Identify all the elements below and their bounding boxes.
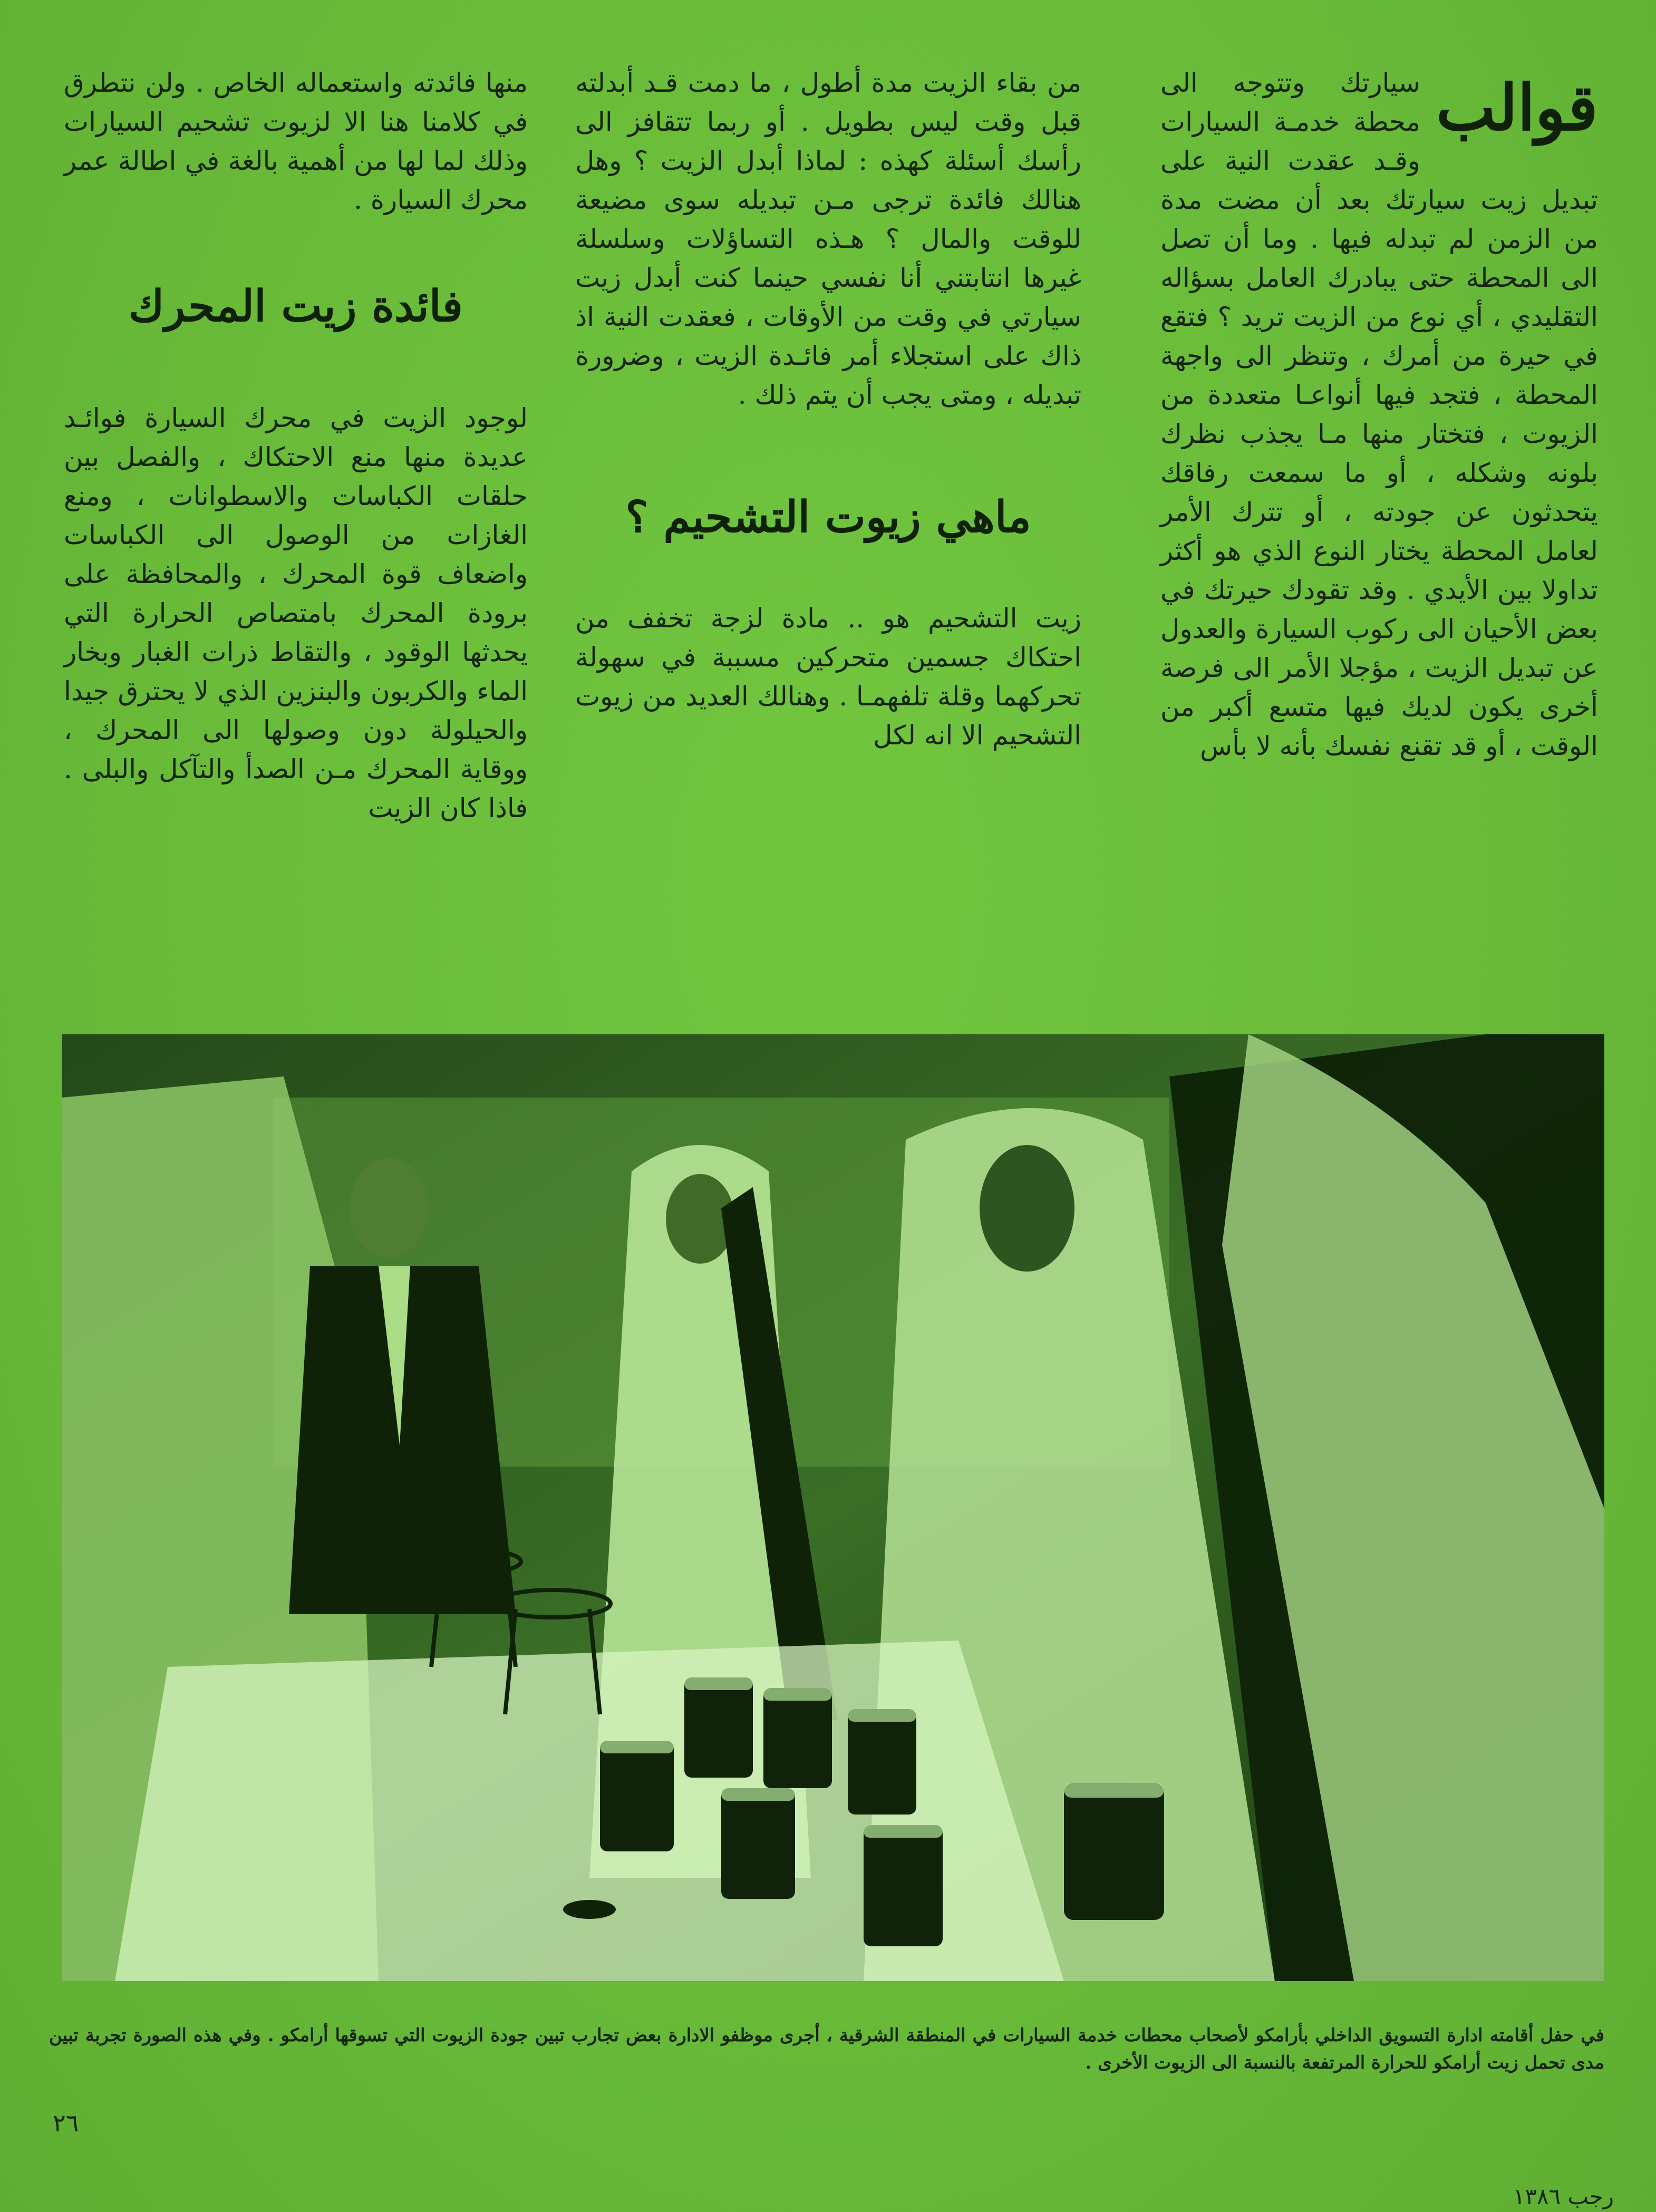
column-middle-text-bottom: زيت التشحيم هو .. مادة لزجة تخفف من احتكاك جسمين متحركين مسببة في سهولة تحركهما وقلة تلفهمـا . وهنالك العديد من زيوت التشحيم الا انه لكل	[575, 603, 1081, 751]
page-number: ٢٦	[53, 2109, 79, 2137]
article-column-left	[64, 63, 528, 828]
issue-date: رجب ١٣٨٦	[1513, 2184, 1614, 2209]
subheading-engine-oil: فائدة زيت المحرك	[129, 281, 463, 332]
column-left-text-top: منها فائدته واستعماله الخاص . ولن نتطرق في كلامنا هنا الا لزيوت تشحيم السيارات وذلك لما لها من أهمية بالغة في اطالة عمر محرك السيارة .	[64, 67, 528, 215]
section-kicker: قوالب	[1436, 71, 1598, 145]
column-left-text-bottom: لوجود الزيت في محرك السيارة فوائـد عديدة منها منع الاحتكاك ، والفصل بين حلقات الكباسات والاسطوانات ، ومنع الغازات من الوصول الى الكباسات واضعاف قوة المحرك ، والمحافظة على برودة المحرك بامتصاص الحرارة التي يحدثها الوقود ، والتقاط ذرات الغبار وبخار الماء والكربون والبنزين الذي لا يحترق جيدا والحيلولة دون وصولها الى المحرك ، ووقاية المحرك مـن الصدأ والتآكل والبلى . فاذا كان الزيت	[64, 403, 528, 823]
photo-caption: في حفل أقامته ادارة التسويق الداخلي بأرامكو لأصحاب محطات خدمة السيارات في المنطقة الشرقية ، أجرى موظفو الادارة بعض تجارب تبين جودة الزيوت التي تسوقها أرامكو . وفي هذه الصورة تجربة تبين مدى تحمل زيت أرامكو للحرارة المرتفعة بالنسبة الى الزيوت الأخرى .	[49, 2025, 1604, 2073]
event-photo	[62, 1034, 1604, 1981]
article-column-right	[1160, 63, 1598, 765]
subheading-lubricants: ماهي زيوت التشحيم ؟	[625, 492, 1031, 542]
column-middle-text-top: من بقاء الزيت مدة أطول ، ما دمت قـد أبدلته قبل وقت ليس بطويل . أو ربما تتقافز الى رأسك أسئلة كهذه : لماذا أبدل الزيت ؟ وهل هنالك فائدة ترجى مـن تبديله سوى مضيعة للوقت والمال ؟ هـذه التساؤلات وسلسلة غيرها انتابتني أنا نفسي حينما كنت أبدل زيت سيارتي في وقت من الأوقات ، فعقدت النية اذ ذاك على استجلاء أمر فائـدة الزيت ، وضرورة تبديله ، ومتى يجب أن يتم ذلك .	[575, 67, 1081, 410]
article-column-middle	[575, 63, 1081, 755]
column-right-text: سيارتك وتتوجه الى محطة خدمـة السيارات وقـد عقدت النية على تبديل زيت سيارتك بعد أن مضت مدة من الزمن لم تبدله فيها . وما أن تصل الى المحطة حتى يبادرك العامل بسؤاله التقليدي ، أي نوع من الزيت تريد ؟ فتقع في حيرة من أمرك ، وتنظر الى واجهة المحطة ، فتجد فيها أنواعـا متعددة من الزيوت ، فتختار منها مـا يجذب نظرك بلونه وشكله ، أو ما سمعت رفاقك يتحدثون عن جودته ، أو تترك الأمر لعامل المحطة يختار النوع الذي هو أكثر تداولا بين الأيدي . وقد تقودك حيرتك في بعض الأحيان الى ركوب السيارة والعدول عن تبديل الزيت ، مؤجلا الأمر الى فرصة أخرى يكون لديك فيها متسع أكبر من الوقت ، أو قد تقنع نفسك بأنه لا بأس	[1160, 67, 1598, 761]
photo-illustration	[62, 1034, 1604, 1981]
